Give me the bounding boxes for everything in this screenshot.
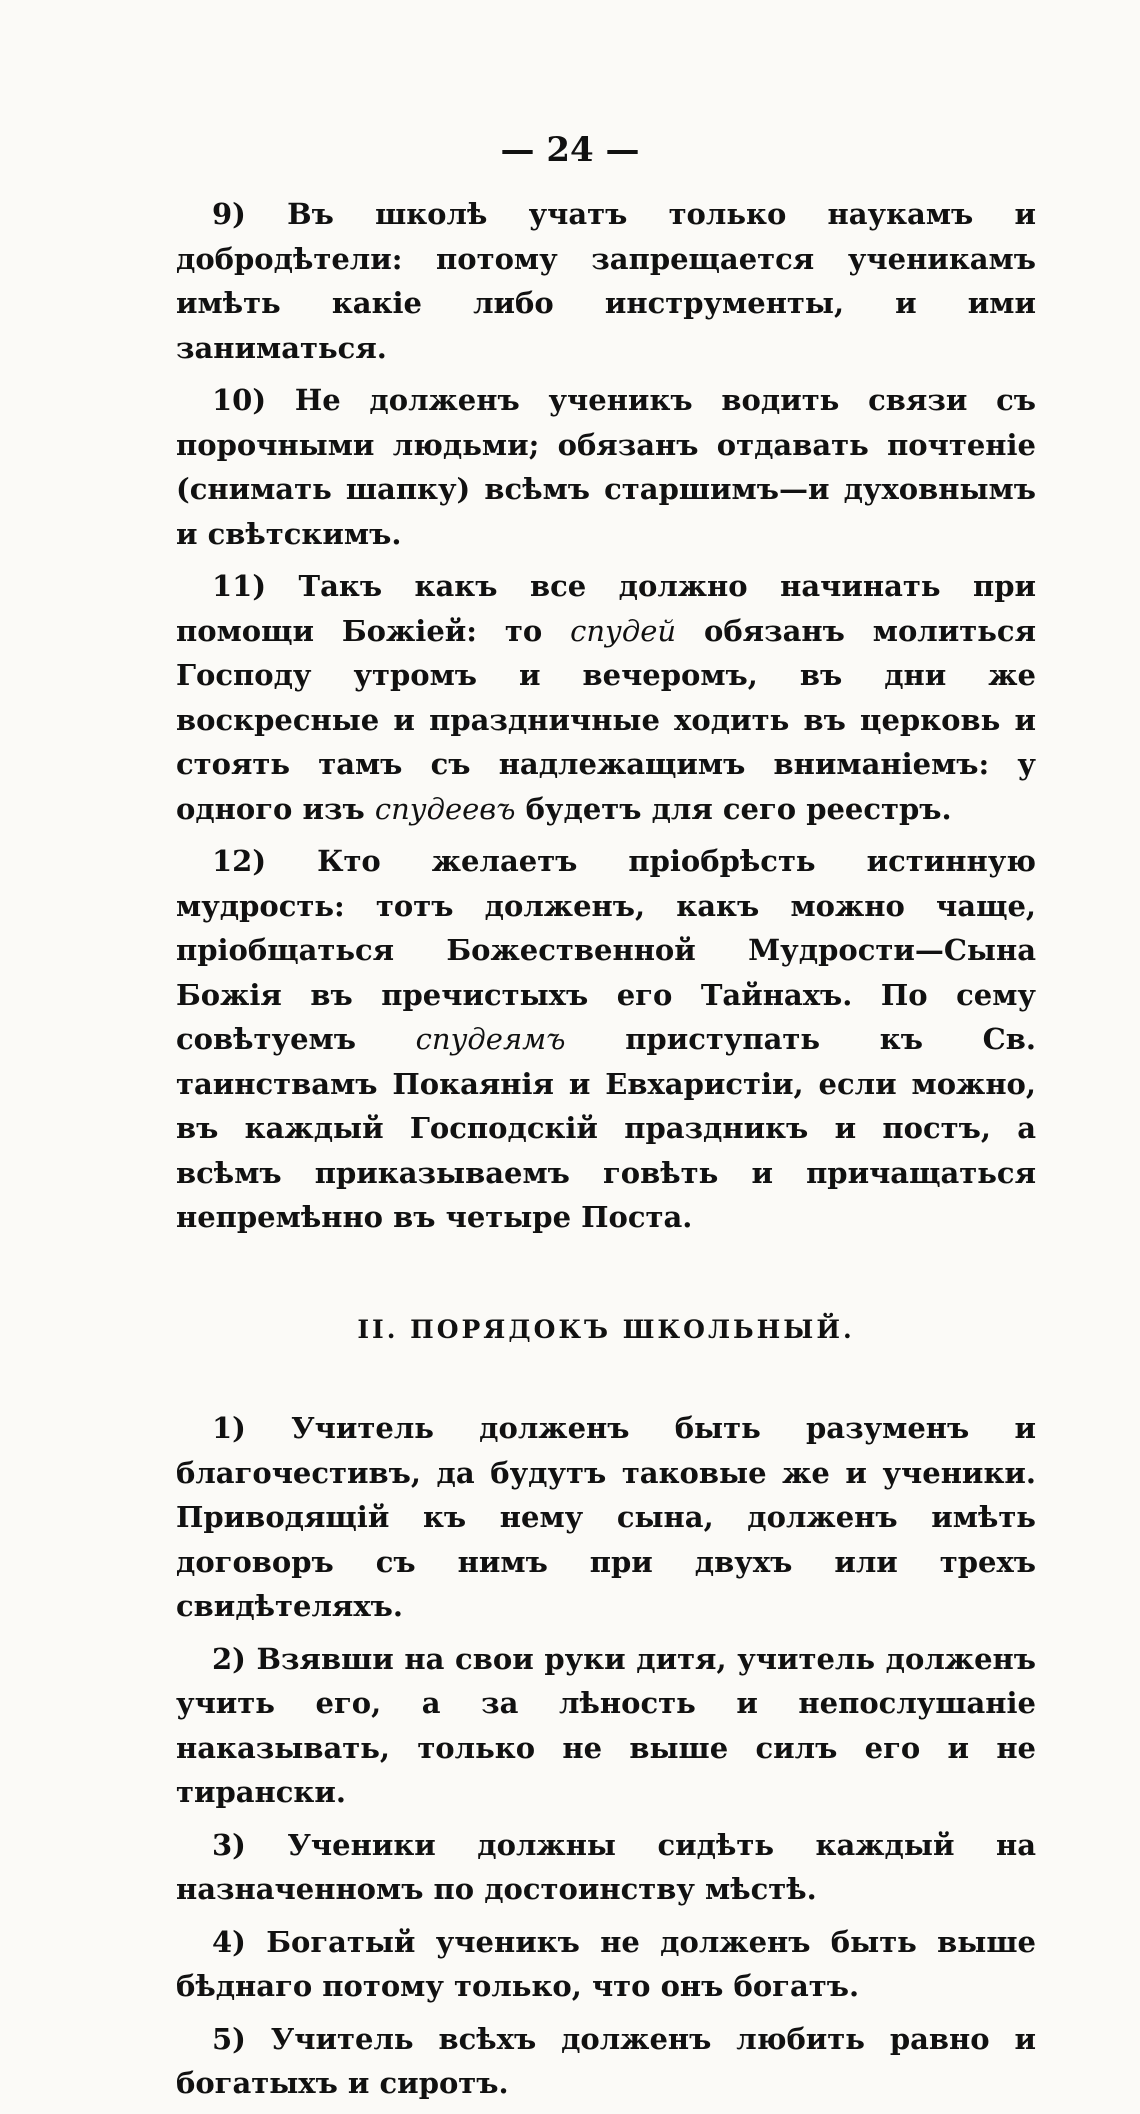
paragraph-rule-5: 5) Учитель всѣхъ долженъ любить равно и богатыхъ и сиротъ.: [176, 2021, 1036, 2100]
page-number: — 24 —: [500, 130, 640, 170]
paragraph-item-9: 9) Въ школѣ учатъ только наукамъ и добродѣтели: потому запрещается ученикамъ имѣть какіе либо инструменты, и ими заниматься.: [176, 197, 1036, 365]
item-12-text-a: 12) Кто желаетъ пріобрѣсть истинную мудрость: тотъ долженъ, какъ можно чаще, пріобщаться Божественной Мудрости—Сына Божія въ пречистыхъ его Тайнахъ. По сему совѣтуемъ: [176, 844, 1036, 1056]
paragraph-rule-4: 4) Богатый ученикъ не долженъ быть выше бѣднаго потому только, что онъ богатъ.: [176, 1924, 1036, 2003]
paragraph-item-11: [176, 564, 1036, 831]
item-11-italic-spudeev: спудеевъ: [374, 791, 516, 826]
item-11-text-a: 11) Такъ какъ все должно начинать при помощи Божіей: то: [176, 569, 1036, 648]
paragraph-rule-1: 1) Учитель долженъ быть разуменъ и благочестивъ, да будутъ таковые же и ученики. Приводящій къ нему сына, долженъ имѣть договоръ съ нимъ при двухъ или трехъ свидѣтеляхъ.: [176, 1411, 1036, 1623]
paragraph-item-10: 10) Не долженъ ученикъ водить связи съ порочными людьми; обязанъ отдавать почтеніе (снимать шапку) всѣмъ старшимъ—и духовнымъ и свѣтскимъ.: [176, 383, 1036, 551]
paragraph-item-12: [176, 839, 1036, 1240]
item-11-italic-spudey: спудей: [570, 613, 677, 648]
section-heading: II. ПОРЯДОКЪ ШКОЛЬНЫЙ.: [357, 1314, 855, 1344]
item-11-text-e: будетъ для сего реестръ.: [525, 791, 952, 826]
paragraph-rule-3: 3) Ученики должны сидѣть каждый на назначенномъ по достоинству мѣстѣ.: [176, 1827, 1036, 1906]
item-12-italic-spudeyam: спудеямъ: [415, 1022, 566, 1056]
page-text: [176, 192, 1036, 2114]
paragraph-rule-2: 2) Взявши на свои руки дитя, учитель долженъ учить его, а за лѣность и непослушаніе наказывать, только не выше силъ его и не тирански.: [176, 1641, 1036, 1809]
item-12-text-c: приступать къ Св. таинствамъ Покаянія и Евхаристіи, если можно, въ каждый Господскій праздникъ и постъ, а всѣмъ приказываемъ говѣть и причащаться непремѣнно въ четыре Поста.: [176, 1022, 1036, 1234]
item-11-text-c: обязанъ молиться Господу утромъ и вечеромъ, въ дни же воскресные и праздничные ходить въ церковь и стоять тамъ съ надлежащимъ вниманіемъ: у одного изъ: [176, 613, 1036, 826]
